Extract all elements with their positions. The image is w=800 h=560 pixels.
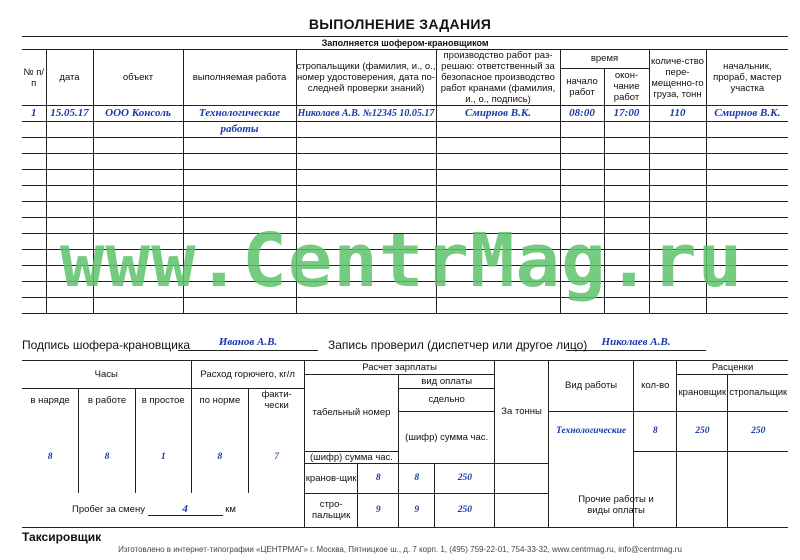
header-work: выполняемая работа: [183, 50, 296, 106]
header-num: № п/п: [22, 50, 46, 106]
v-work: 8: [79, 451, 136, 463]
table-subtitle: Заполняется шофером-крановщиком: [22, 37, 788, 50]
s-tab: 9: [358, 493, 399, 527]
payroll-table: [22, 360, 788, 528]
r-sling-value: 250: [728, 411, 788, 451]
v-idle: 1: [135, 451, 191, 463]
qty-header: кол-во: [634, 361, 677, 412]
v-fact: 7: [249, 451, 305, 463]
header-cargo: количе-ство пере-мещенно-го груза, тонн: [649, 50, 706, 106]
row-chief: Смирнов В.К.: [706, 106, 788, 122]
footer-made: Изготовлено в интернет-типографии «ЦЕНТРМАГ» г. Москва, Пятницкое ш., д. 7 корп. 1, (495) 759-22-01, 754-33-32, www.centrmag.ru, info@centrmag.ru: [118, 545, 682, 554]
per-ton: За тонны: [495, 361, 548, 464]
header-chief: начальник, прораб, мастер участка: [706, 50, 788, 106]
tab-num-header: табельный номер: [304, 375, 398, 452]
header-time-end: окон-чание работ: [604, 68, 649, 105]
header-date: дата: [46, 50, 93, 106]
mileage-unit: км: [225, 503, 236, 515]
pay-type-header: вид оплаты: [399, 375, 495, 389]
watermark: www.CentrMag.ru: [60, 218, 744, 304]
c-sum: 8: [399, 463, 435, 493]
header-permit: производство работ раз-решаю: ответственный за безопасное производство работ кранами (фамилия, и., о., подпись): [436, 50, 560, 106]
v-norm: 8: [191, 451, 249, 463]
row-num: 1: [22, 106, 46, 122]
header-slingers: стропальщики (фамилия, и., о., номер удостоверения, дата по-следней проверки знаний): [296, 50, 436, 106]
work-type-header: Вид работы: [548, 361, 634, 412]
driver-signature-label: Подпись шофера-крановщика: [22, 338, 191, 352]
row-work: Технологические: [183, 106, 296, 122]
row-slingers: Николаев А.В. №12345 10.05.17: [296, 106, 436, 122]
row-permit: Смирнов В.К.: [436, 106, 560, 122]
row-date: 15.05.17: [46, 106, 93, 122]
r-crane-value: 250: [677, 411, 728, 451]
checked-by-value: Николаев А.В.: [566, 336, 706, 351]
mileage-label: Пробег за смену: [72, 503, 145, 515]
h-idle-header: в простое: [135, 389, 191, 412]
f-norm-header: по норме: [191, 389, 249, 412]
driver-signature-value: Иванов А.В.: [178, 336, 318, 351]
crane-op-label: кранов-щик: [304, 463, 357, 493]
hours-header: Часы: [22, 361, 191, 389]
cipher2-header: (шифр) сумма час.: [304, 451, 398, 463]
row-cargo: 110: [649, 106, 706, 122]
table-row: [22, 106, 788, 122]
wt-value: Технологические: [548, 411, 634, 451]
s-hours: 250: [435, 493, 495, 527]
header-object: объект: [93, 50, 183, 106]
h-work-header: в работе: [79, 389, 136, 412]
qty-value: 8: [634, 411, 677, 451]
h-shift-header: в наряде: [22, 389, 79, 412]
f-fact-header: факти-чески: [249, 389, 305, 412]
rates-header: Расценки: [677, 361, 788, 375]
c-tab: 8: [358, 463, 399, 493]
v-shift: 8: [22, 451, 79, 463]
other-works-label: Прочие работы и виды оплаты: [578, 494, 654, 516]
header-time-start: начало работ: [560, 68, 604, 105]
c-hours: 250: [435, 463, 495, 493]
checked-by-label: Запись проверил (диспетчер или другое лицо): [328, 338, 588, 352]
row-work-2: работы: [183, 122, 296, 138]
cipher1-header: (шифр) сумма час.: [399, 411, 495, 463]
s-sum: 9: [399, 493, 435, 527]
row-time-end: 17:00: [604, 106, 649, 122]
row-object: ООО Консоль: [93, 106, 183, 122]
rate-sling-header: стропальщик: [728, 375, 788, 412]
table-row: [22, 122, 788, 138]
piece-header: сдельно: [399, 389, 495, 412]
header-time: время: [560, 50, 649, 69]
taxi-label: Таксировщик: [22, 530, 102, 544]
salary-header: Расчет зарплаты: [304, 361, 494, 375]
page-title: ВЫПОЛНЕНИЕ ЗАДАНИЯ: [308, 16, 492, 32]
fuel-header: Расход горючего, кг/л: [191, 361, 304, 389]
mileage-value: 4: [148, 504, 223, 516]
rate-crane-header: крановщик: [677, 375, 728, 412]
slinger-label: стро-пальщик: [304, 493, 357, 527]
row-time-start: 08:00: [560, 106, 604, 122]
